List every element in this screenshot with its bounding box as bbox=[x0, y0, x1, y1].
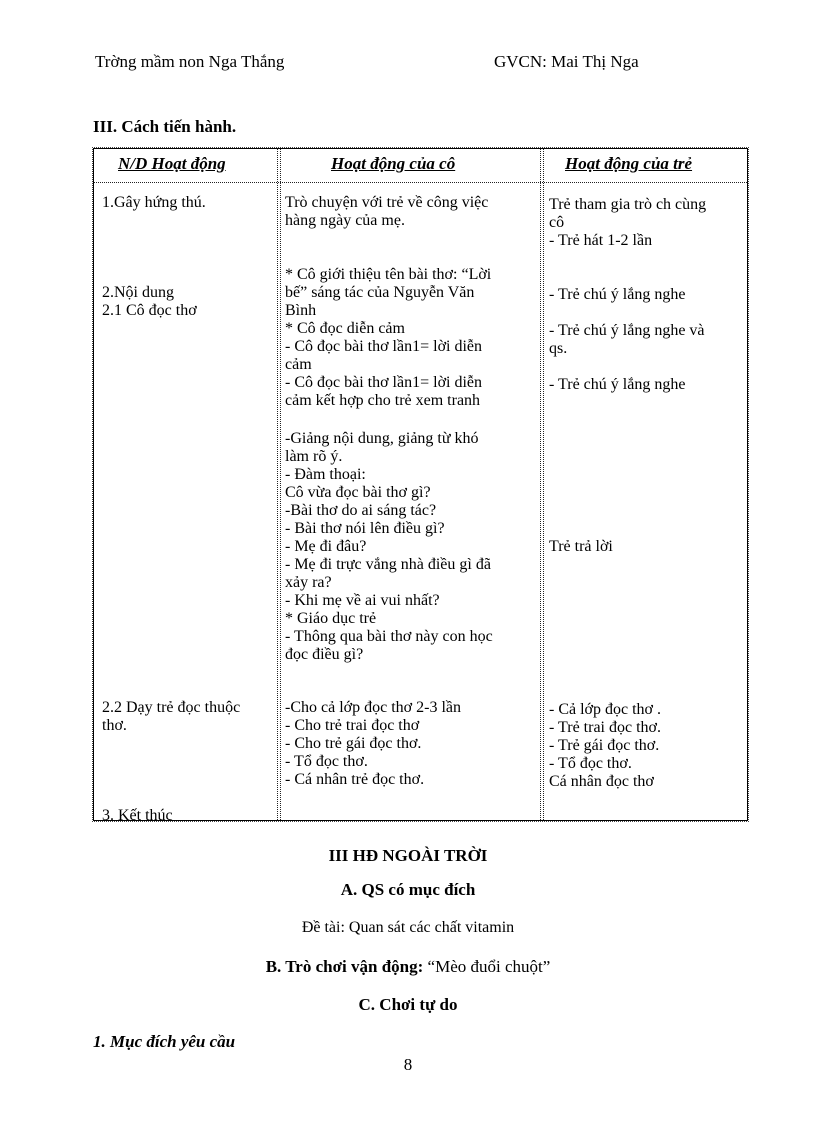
free-play-title: C. Chơi tự do bbox=[358, 995, 458, 1014]
teacher-line: * Cô đọc diễn cảm bbox=[285, 320, 405, 337]
children-line: qs. bbox=[549, 340, 568, 357]
teacher-line: bế” sáng tác của Nguyễn Văn bbox=[285, 284, 475, 301]
content-cell-memorize-cont: thơ. bbox=[102, 717, 127, 734]
teacher-line: -Giảng nội dung, giảng từ khó bbox=[285, 430, 479, 447]
teacher-line: * Giáo dục trẻ bbox=[285, 610, 377, 627]
teacher-line: -Bài thơ do ai sáng tác? bbox=[285, 502, 437, 519]
teacher-line: - Thông qua bài thơ này con học bbox=[285, 628, 493, 645]
teacher-line: cảm bbox=[285, 356, 312, 373]
outdoor-title: III HĐ NGOÀI TRỜI bbox=[328, 846, 488, 865]
children-line: Trẻ trả lời bbox=[549, 538, 613, 555]
column-header-teacher: Hoạt động của cô bbox=[331, 154, 456, 173]
children-line: - Trẻ chú ý lắng nghe bbox=[549, 286, 686, 303]
teacher-line: làm rõ ý. bbox=[285, 448, 343, 465]
teacher-line: - Cô đọc bài thơ lần1= lời diễn bbox=[285, 374, 483, 391]
teacher-line: - Đàm thoại: bbox=[285, 466, 366, 483]
children-line: - Trẻ chú ý lắng nghe và bbox=[549, 322, 705, 339]
teacher-line: - Mẹ đi đâu? bbox=[285, 538, 367, 555]
children-line: - Trẻ hát 1-2 lần bbox=[549, 232, 653, 249]
teacher-line: -Cho cả lớp đọc thơ 2-3 lần bbox=[285, 699, 461, 716]
observation-title: A. QS có mục đích bbox=[340, 880, 476, 899]
goal-heading: 1. Mục đích yêu cầu bbox=[93, 1032, 236, 1051]
teacher-line: - Bài thơ nói lên điều gì? bbox=[285, 520, 445, 537]
children-line: - Trẻ chú ý lắng nghe bbox=[549, 376, 686, 393]
game-line bbox=[0, 957, 816, 977]
observation-topic: Đề tài: Quan sát các chất vitamin bbox=[301, 919, 515, 936]
content-cell-reading: 2.1 Cô đọc thơ bbox=[102, 302, 197, 319]
teacher-line: * Cô giới thiệu tên bài thơ: “Lời bbox=[285, 266, 492, 283]
content-cell-memorize: 2.2 Dạy trẻ đọc thuộc bbox=[102, 699, 241, 716]
column-divider bbox=[540, 149, 544, 820]
children-line: - Trẻ gái đọc thơ. bbox=[549, 737, 660, 754]
children-line: cô bbox=[549, 214, 565, 231]
children-line: - Tổ đọc thơ. bbox=[549, 755, 632, 772]
school-name: Trờng mầm non Nga Thắng bbox=[95, 52, 285, 71]
teacher-line: - Cho trẻ gái đọc thơ. bbox=[285, 735, 422, 752]
teacher-line: cảm kết hợp cho trẻ xem tranh bbox=[285, 392, 481, 409]
children-line: Trẻ tham gia trò ch cùng bbox=[549, 196, 707, 213]
column-header-content: N/D Hoạt động bbox=[118, 154, 226, 173]
teacher-line: Bình bbox=[285, 302, 317, 319]
section-title: III. Cách tiến hành. bbox=[93, 117, 237, 136]
column-header-children: Hoạt động của trẻ bbox=[565, 154, 693, 173]
game-name: “Mèo đuổi chuột” bbox=[423, 957, 551, 976]
children-line: - Cả lớp đọc thơ . bbox=[549, 701, 662, 718]
teacher-line: đọc điều gì? bbox=[285, 646, 364, 663]
teacher-line: - Mẹ đi trực vắng nhà điều gì đã bbox=[285, 556, 491, 573]
teacher-line: Cô vừa đọc bài thơ gì? bbox=[285, 484, 431, 501]
page-number: 8 bbox=[403, 1055, 413, 1074]
content-cell-intro: 1.Gây hứng thú. bbox=[102, 194, 206, 211]
teacher-line: - Cô đọc bài thơ lần1= lời diễn bbox=[285, 338, 483, 355]
teacher-line: - Cho trẻ trai đọc thơ bbox=[285, 717, 420, 734]
teacher-line: hàng ngày của mẹ. bbox=[285, 212, 405, 229]
teacher-line: Trò chuyện với trẻ về công việc bbox=[285, 194, 489, 211]
header-row-divider bbox=[94, 182, 747, 183]
teacher-line: - Cá nhân trẻ đọc thơ. bbox=[285, 771, 425, 788]
activity-table bbox=[93, 148, 748, 824]
content-cell-end: 3. Kết thúc bbox=[102, 807, 173, 824]
teacher-line: xảy ra? bbox=[285, 574, 332, 591]
children-line: Cá nhân đọc thơ bbox=[549, 773, 654, 790]
teacher-name: GVCN: Mai Thị Nga bbox=[494, 52, 639, 71]
children-line: - Trẻ trai đọc thơ. bbox=[549, 719, 662, 736]
teacher-line: - Khi mẹ về ai vui nhất? bbox=[285, 592, 440, 609]
teacher-line: - Tổ đọc thơ. bbox=[285, 753, 368, 770]
game-label: B. Trò chơi vận động: bbox=[265, 957, 424, 976]
column-divider bbox=[277, 149, 281, 820]
content-cell-main: 2.Nội dung bbox=[102, 284, 174, 301]
